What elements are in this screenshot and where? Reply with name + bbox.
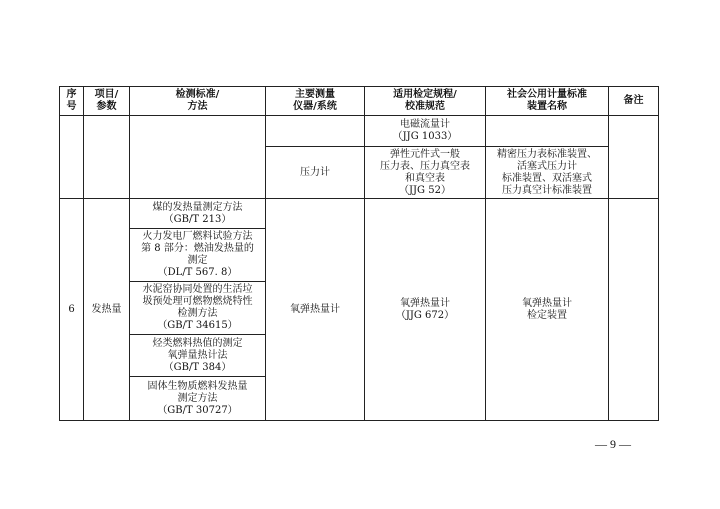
header-row: [60, 87, 659, 116]
cell-regulation-jjg672: 氧弹热量计 （JJG 672）: [365, 199, 486, 421]
cell-standard-pressure: 精密压力表标准装置、 活塞式压力计 标准装置、双活塞式 压力真空计标准装置: [486, 147, 609, 199]
cell-item-calorific: 发热量: [84, 199, 130, 421]
header-instrument: 主要测量 仪器/系统: [266, 87, 365, 116]
cell-instrument-flowmeter: [266, 116, 365, 147]
page-number: — 9 —: [595, 437, 631, 451]
cell-item-continued: [84, 116, 130, 199]
cell-method-gbt384: 烃类燃料热值的测定 氧弹量热计法 （GB/T 384）: [130, 335, 266, 377]
cell-regulation-flowmeter: 电磁流量计 （JJG 1033）: [365, 116, 486, 147]
metrology-table: [59, 86, 659, 421]
cell-method-continued: [130, 116, 266, 199]
cell-instrument-bomb-calorimeter: 氧弹热量计: [266, 199, 365, 421]
cell-regulation-pressure: 弹性元件式一般 压力表、压力真空表 和真空表 （JJG 52）: [365, 147, 486, 199]
header-standard: 社会公用计量标准 装置名称: [486, 87, 609, 116]
table-row-flowmeter: [60, 116, 659, 147]
cell-seq-continued: [60, 116, 84, 199]
cell-method-dlt567: 火力发电厂燃料试验方法 第 8 部分：燃油发热量的 测定 （DL/T 567. 8）: [130, 229, 266, 282]
cell-instrument-pressure: 压力计: [266, 147, 365, 199]
header-item: 项目/ 参数: [84, 87, 130, 116]
cell-method-gbt30727: 固体生物质燃料发热量 测定方法 （GB/T 30727）: [130, 377, 266, 421]
header-method: 检测标准/ 方法: [130, 87, 266, 116]
header-regulation: 适用检定规程/ 校准规范: [365, 87, 486, 116]
cell-standard-flowmeter: [486, 116, 609, 147]
cell-method-gbt34615: 水泥窑协同处置的生活垃 圾预处理可燃物燃烧特性 检测方法 （GB/T 34615）: [130, 282, 266, 335]
header-note: 备注: [609, 87, 659, 116]
cell-note-calorific: [609, 199, 659, 421]
table-row-calorific-1: [60, 199, 659, 229]
cell-seq-6: 6: [60, 199, 84, 421]
cell-standard-bomb-calorimeter: 氧弹热量计 检定装置: [486, 199, 609, 421]
cell-note-continued: [609, 116, 659, 199]
header-seq: 序 号: [60, 87, 84, 116]
cell-method-gbt213: 煤的发热量测定方法 （GB/T 213）: [130, 199, 266, 229]
